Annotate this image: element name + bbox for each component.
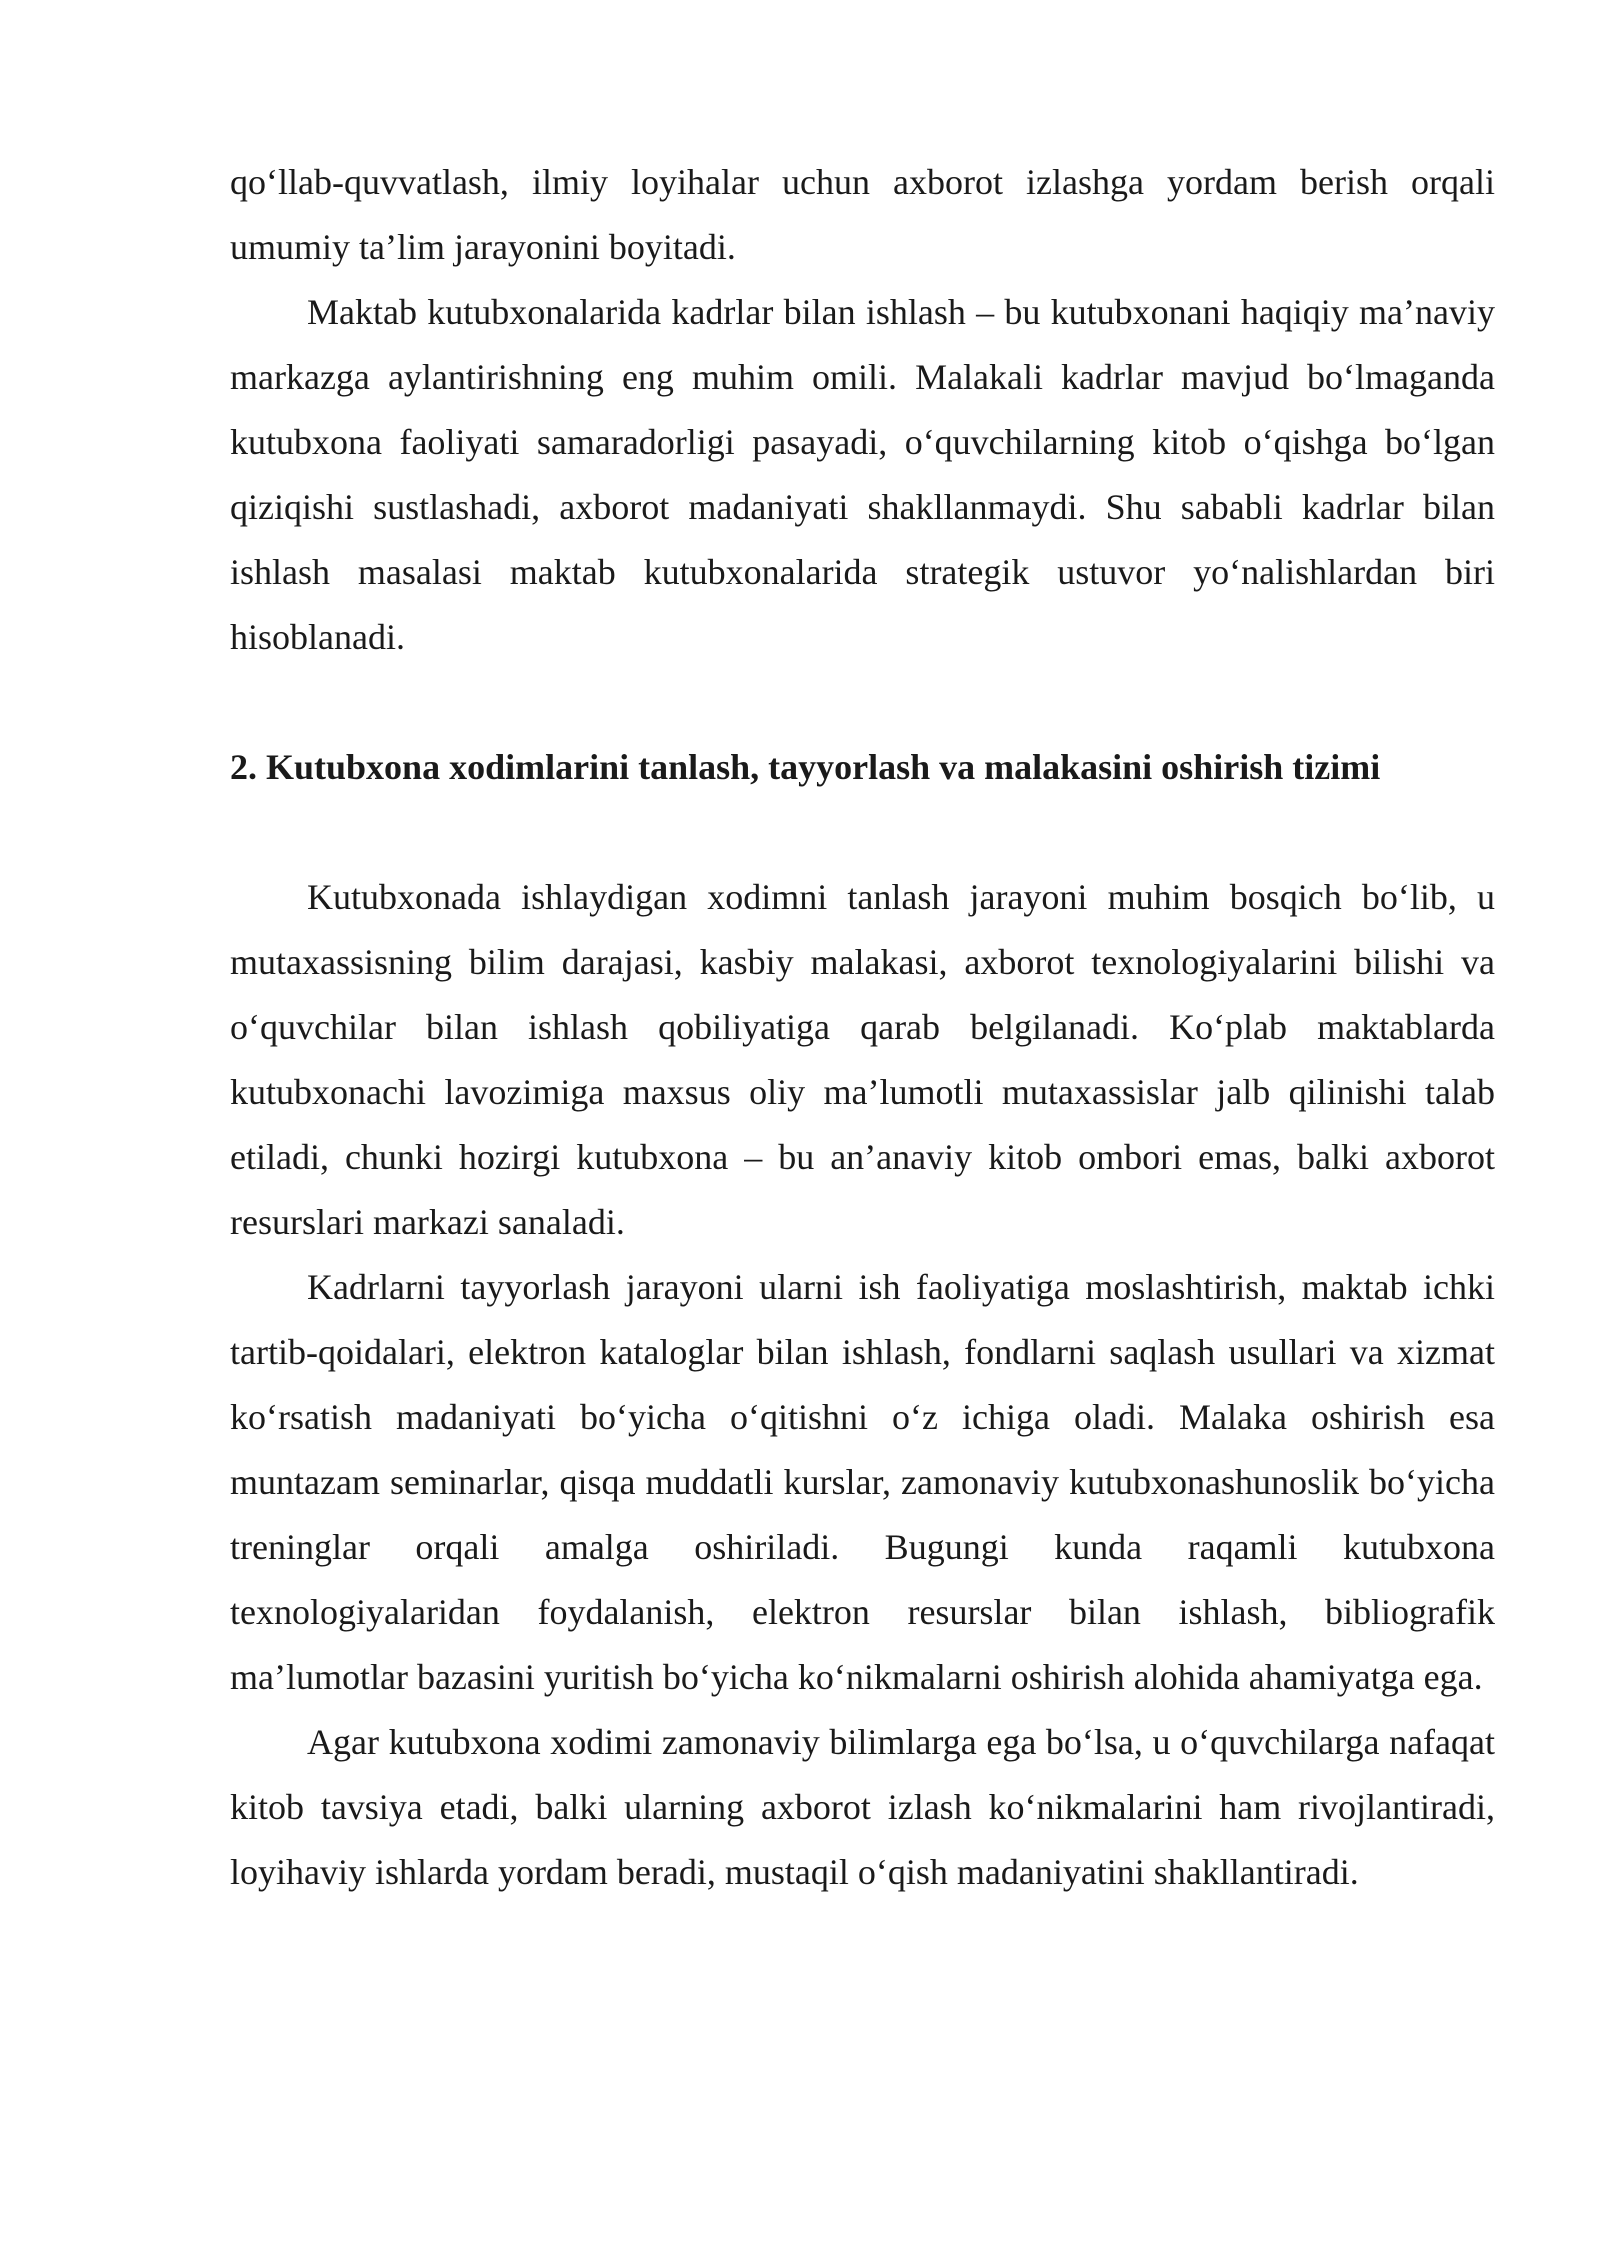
paragraph-zamonaviy-bilimlar: Agar kutubxona xodimi zamonaviy bilimlarga ega bo‘lsa, u o‘quvchilarga nafaqat kitob tavsiya etadi, balki ularning axborot izlash ko‘nikmalarini ham rivojlantiradi, loyihaviy ishlarda yordam beradi, mustaqil o‘qish madaniyatini shakllantiradi.	[230, 1722, 1495, 1892]
paragraph-kadrlar-bilan-ishlash: Maktab kutubxonalarida kadrlar bilan ishlash – bu kutubxonani haqiqiy ma’naviy markazga aylantirishning eng muhim omili. Malakali kadrlar mavjud bo‘lmaganda kutubxona faoliyati samaradorligi pasayadi, o‘quvchilarning kitob o‘qishga bo‘lgan qiziqishi sustlashadi, axborot madaniyati shakllanmaydi. Shu sababli kadrlar bilan ishlash masalasi maktab kutubxonalarida strategik ustuvor yo‘nalishlardan biri hisoblanadi.	[230, 292, 1495, 657]
paragraph-xodimni-tanlash: Kutubxonada ishlaydigan xodimni tanlash jarayoni muhim bosqich bo‘lib, u mutaxassisning bilim darajasi, kasbiy malakasi, axborot texnologiyalarini bilishi va o‘quvchilar bilan ishlash qobiliyatiga qarab belgilanadi. Ko‘plab maktablarda kutubxonachi lavozimiga maxsus oliy ma’lumotli mutaxassislar jalb qilinishi talab etiladi, chunki hozirgi kutubxona – bu an’anaviy kitob ombori emas, balki axborot resurslari markazi sanaladi.	[230, 877, 1495, 1242]
document-page	[230, 150, 1495, 1905]
paragraph-continuation: qo‘llab-quvvatlash, ilmiy loyihalar uchun axborot izlashga yordam berish orqali umumiy ta’lim jarayonini boyitadi.	[230, 162, 1495, 267]
section-heading: 2. Kutubxona xodimlarini tanlash, tayyorlash va malakasini oshirish tizimi	[230, 747, 1381, 787]
paragraph-kadrlarni-tayyorlash: Kadrlarni tayyorlash jarayoni ularni ish faoliyatiga moslashtirish, maktab ichki tartib-qoidalari, elektron kataloglar bilan ishlash, fondlarni saqlash usullari va xizmat ko‘rsatish madaniyati bo‘yicha o‘qitishni o‘z ichiga oladi. Malaka oshirish esa muntazam seminarlar, qisqa muddatli kurslar, zamonaviy kutubxonashunoslik bo‘yicha treninglar orqali amalga oshiriladi. Bugungi kunda raqamli kutubxona texnologiyalaridan foydalanish, elektron resurslar bilan ishlash, bibliografik ma’lumotlar bazasini yuritish bo‘yicha ko‘nikmalarni oshirish alohida ahamiyatga ega.	[230, 1267, 1495, 1697]
